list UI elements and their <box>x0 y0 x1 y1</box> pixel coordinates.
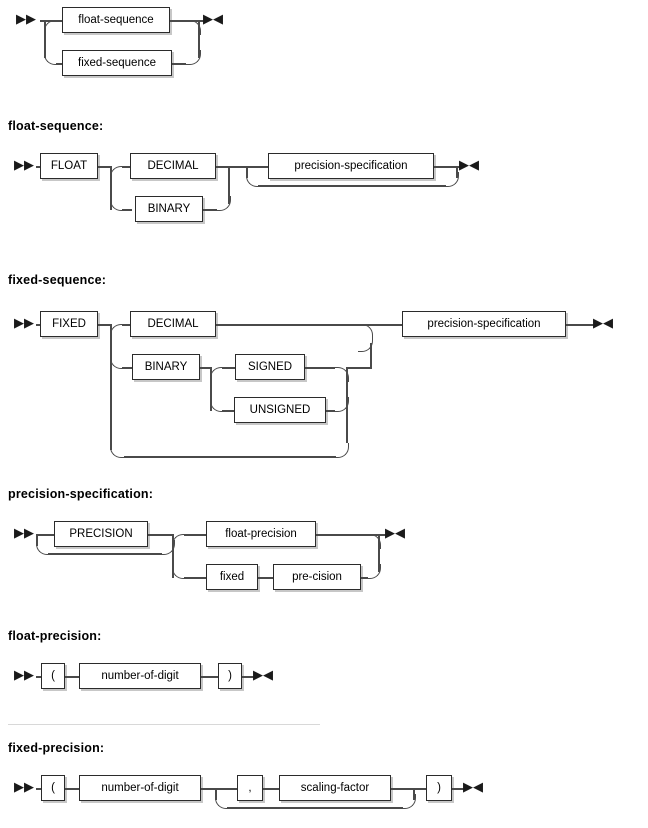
rail <box>413 788 415 800</box>
node-fixed-sequence[interactable]: fixed-sequence <box>62 50 172 76</box>
section-title-float-precision: float-precision: <box>8 629 102 643</box>
node-pre-cision[interactable]: pre-cision <box>273 564 361 590</box>
end-marker-fixed-sequence: ▶◀ <box>593 316 613 331</box>
rail <box>346 367 348 443</box>
rail <box>172 63 186 65</box>
rail <box>184 534 208 536</box>
rail-corner <box>44 20 59 35</box>
rail <box>201 676 219 678</box>
rail-corner <box>334 443 349 458</box>
rail <box>215 788 217 800</box>
rail <box>203 209 217 211</box>
rail <box>122 367 132 369</box>
rail <box>122 324 130 326</box>
rail <box>258 577 274 579</box>
rail <box>201 788 237 790</box>
node-fixed-ref[interactable]: fixed <box>206 564 258 590</box>
end-marker-float-sequence: ▶◀ <box>459 158 479 173</box>
rail <box>198 20 200 58</box>
rail-corner <box>110 166 125 181</box>
start-marker-root: ▶▶ <box>16 12 36 27</box>
rail-corner <box>110 324 125 339</box>
rail <box>44 20 46 58</box>
rail <box>566 324 596 326</box>
rail <box>216 324 402 326</box>
node-lparen-float-precision[interactable]: ( <box>41 663 65 689</box>
start-marker-float-sequence: ▶▶ <box>14 158 34 173</box>
rail <box>391 788 427 790</box>
rail <box>258 185 446 187</box>
rail <box>246 166 248 178</box>
section-title-fixed-sequence: fixed-sequence: <box>8 273 107 287</box>
rail <box>148 534 174 536</box>
rail <box>124 456 336 458</box>
start-marker-fixed-precision: ▶▶ <box>14 780 34 795</box>
rail <box>227 807 403 809</box>
rail <box>122 209 132 211</box>
node-decimal-fixed[interactable]: DECIMAL <box>130 311 216 337</box>
section-title-float-sequence: float-sequence: <box>8 119 104 133</box>
node-number-of-digit-float[interactable]: number-of-digit <box>79 663 201 689</box>
rail <box>348 367 372 369</box>
node-float[interactable]: FLOAT <box>40 153 98 179</box>
node-fixed[interactable]: FIXED <box>40 311 98 337</box>
end-marker-fixed-precision: ▶◀ <box>463 780 483 795</box>
rail-corner <box>172 534 187 549</box>
rail <box>184 577 208 579</box>
node-precision-specification-fixed[interactable]: precision-specification <box>402 311 566 337</box>
node-decimal-float[interactable]: DECIMAL <box>130 153 216 179</box>
rail <box>36 534 38 546</box>
node-binary-float[interactable]: BINARY <box>135 196 203 222</box>
node-binary-fixed[interactable]: BINARY <box>132 354 200 380</box>
rail-corner <box>110 443 125 458</box>
rail <box>305 367 335 369</box>
rail <box>36 534 56 536</box>
rail <box>228 166 230 204</box>
node-precision[interactable]: PRECISION <box>54 521 148 547</box>
node-precision-specification-float[interactable]: precision-specification <box>268 153 434 179</box>
section-divider <box>8 724 320 725</box>
rail-corner <box>358 324 373 339</box>
rail <box>48 553 162 555</box>
start-marker-precision-specification: ▶▶ <box>14 526 34 541</box>
rail <box>122 166 130 168</box>
node-rparen-fixed-precision[interactable]: ) <box>426 775 452 801</box>
start-marker-fixed-sequence: ▶▶ <box>14 316 34 331</box>
start-marker-float-precision: ▶▶ <box>14 668 34 683</box>
rail <box>456 166 458 178</box>
rail <box>370 343 372 367</box>
rail <box>216 166 268 168</box>
end-marker-precision-specification: ▶◀ <box>385 526 405 541</box>
rail <box>110 324 112 450</box>
rail-corner <box>210 367 225 382</box>
node-signed[interactable]: SIGNED <box>235 354 305 380</box>
rail <box>190 20 204 22</box>
node-unsigned[interactable]: UNSIGNED <box>234 397 326 423</box>
end-marker-root: ▶◀ <box>203 12 223 27</box>
node-scaling-factor[interactable]: scaling-factor <box>279 775 391 801</box>
rail <box>222 367 236 369</box>
node-comma[interactable]: , <box>237 775 263 801</box>
section-title-fixed-precision: fixed-precision: <box>8 741 105 755</box>
node-float-sequence[interactable]: float-sequence <box>62 7 170 33</box>
node-lparen-fixed-precision[interactable]: ( <box>41 775 65 801</box>
end-marker-float-precision: ▶◀ <box>253 668 273 683</box>
node-number-of-digit-fixed[interactable]: number-of-digit <box>79 775 201 801</box>
node-float-precision[interactable]: float-precision <box>206 521 316 547</box>
section-title-precision-specification: precision-specification: <box>8 487 154 501</box>
node-rparen-float-precision[interactable]: ) <box>218 663 242 689</box>
